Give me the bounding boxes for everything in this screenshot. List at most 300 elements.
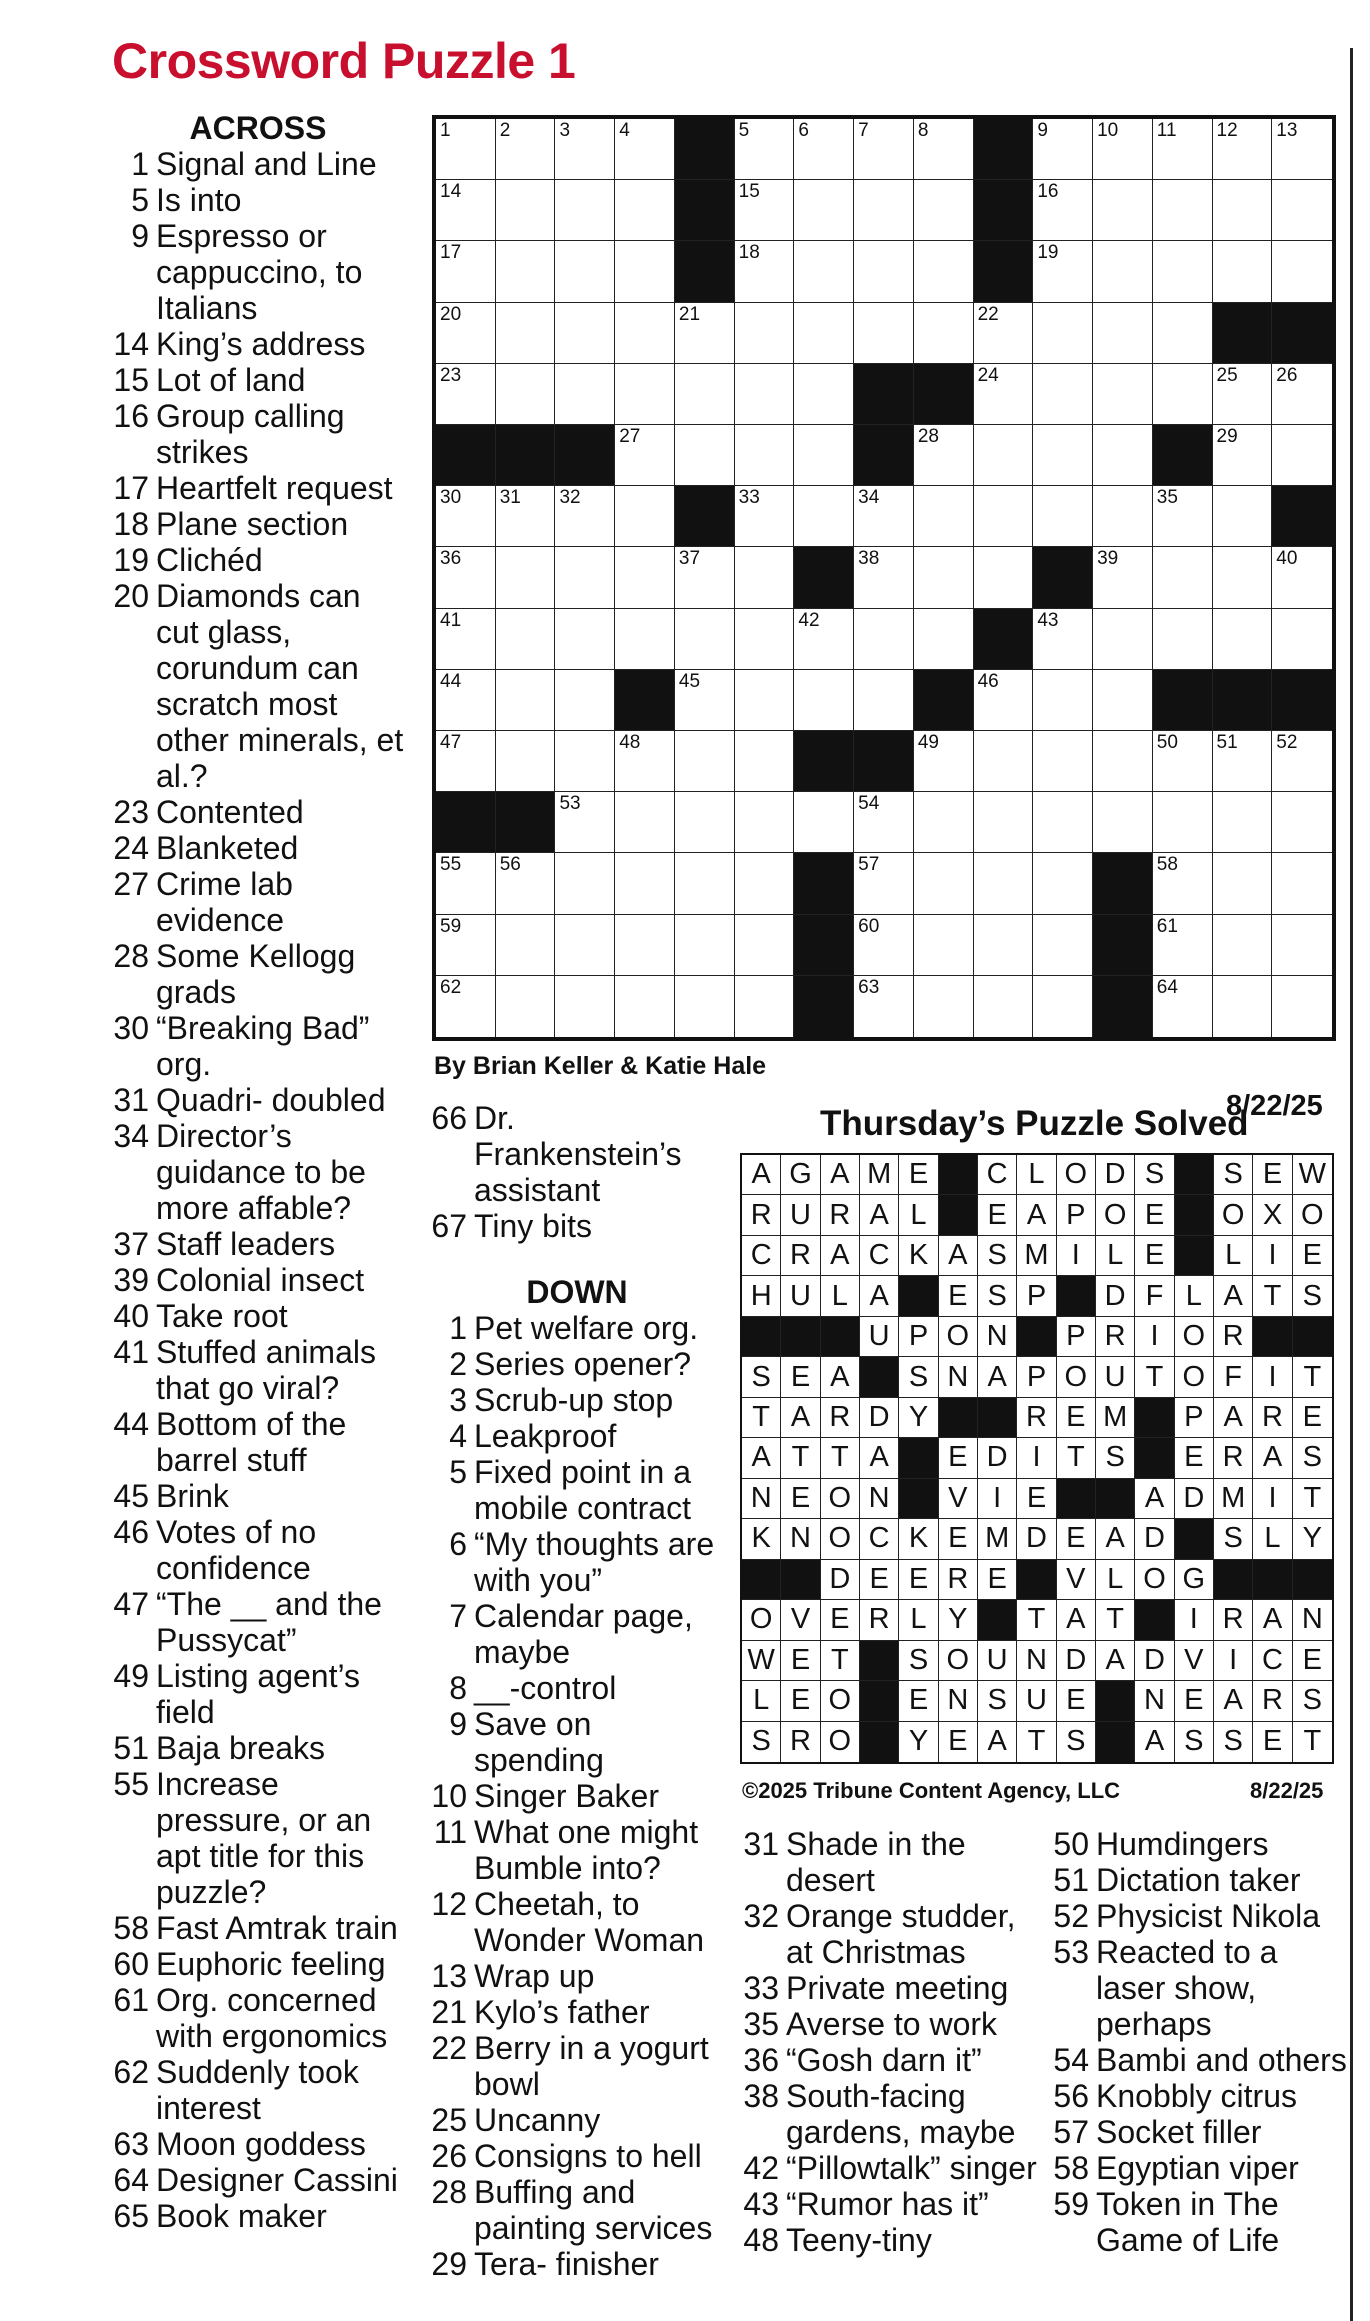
grid-cell[interactable] (854, 915, 914, 976)
grid-cell[interactable] (1033, 853, 1093, 914)
clue-item[interactable] (108, 182, 408, 218)
clue-item[interactable] (426, 1958, 728, 1994)
clue-item[interactable] (108, 1730, 408, 1766)
solution-block (1175, 1155, 1214, 1195)
clue-item[interactable] (108, 506, 408, 542)
clue-item[interactable] (426, 1814, 728, 1886)
grid-cell[interactable] (555, 364, 615, 425)
clue-item[interactable] (426, 2138, 728, 2174)
grid-cell[interactable] (974, 364, 1034, 425)
grid-cell[interactable] (1213, 364, 1273, 425)
grid-cell[interactable] (974, 731, 1034, 792)
grid-cell[interactable] (436, 731, 496, 792)
grid-cell[interactable] (854, 670, 914, 731)
grid-cell[interactable] (1272, 547, 1332, 608)
grid-cell[interactable] (1153, 303, 1213, 364)
grid-cell[interactable] (615, 303, 675, 364)
grid-cell[interactable] (1272, 119, 1332, 180)
clue-item[interactable] (1050, 2114, 1350, 2150)
grid-cell[interactable] (1093, 486, 1153, 547)
clue-item[interactable] (108, 362, 408, 398)
grid-cell[interactable] (496, 915, 556, 976)
clue-item[interactable] (740, 2186, 1040, 2222)
grid-cell[interactable] (1272, 425, 1332, 486)
solution-cell: P (1057, 1195, 1096, 1235)
grid-cell[interactable] (794, 486, 854, 547)
grid-cell[interactable] (974, 853, 1034, 914)
grid-cell[interactable] (735, 609, 795, 670)
grid-cell[interactable] (1213, 119, 1273, 180)
clue-item[interactable] (426, 2102, 728, 2138)
block-cell (675, 241, 735, 302)
clue-number: 37 (113, 1226, 149, 1262)
cell-number: 1 (440, 120, 451, 141)
grid-cell[interactable] (1033, 976, 1093, 1037)
grid-cell[interactable] (914, 853, 974, 914)
clue-item[interactable] (108, 470, 408, 506)
grid-cell[interactable] (974, 547, 1034, 608)
grid-cell[interactable] (675, 731, 735, 792)
solution-cell: O (939, 1317, 978, 1357)
grid-cell[interactable] (1153, 976, 1213, 1037)
grid-cell[interactable] (794, 180, 854, 241)
block-cell (675, 486, 735, 547)
grid-cell[interactable] (1213, 425, 1273, 486)
grid-cell[interactable] (1272, 364, 1332, 425)
grid-cell[interactable] (675, 915, 735, 976)
grid-cell[interactable] (1033, 364, 1093, 425)
grid-cell[interactable] (1153, 731, 1213, 792)
grid-cell[interactable] (1033, 792, 1093, 853)
grid-cell[interactable] (496, 119, 556, 180)
grid-cell[interactable] (854, 486, 914, 547)
grid-cell[interactable] (974, 670, 1034, 731)
grid-cell[interactable] (436, 364, 496, 425)
clue-text: Crime lab evidence (156, 866, 293, 938)
clue-item[interactable] (740, 2078, 1040, 2150)
grid-cell[interactable] (496, 486, 556, 547)
grid-cell[interactable] (914, 241, 974, 302)
grid-cell[interactable] (496, 547, 556, 608)
clue-item[interactable] (108, 1910, 408, 1946)
grid-cell[interactable] (496, 180, 556, 241)
grid-cell[interactable] (1093, 792, 1153, 853)
grid-cell[interactable] (854, 303, 914, 364)
grid-cell[interactable] (555, 241, 615, 302)
grid-cell[interactable] (735, 180, 795, 241)
grid-cell[interactable] (436, 119, 496, 180)
grid-cell[interactable] (914, 425, 974, 486)
clue-item[interactable] (108, 578, 408, 794)
grid-cell[interactable] (555, 792, 615, 853)
clue-item[interactable] (426, 1310, 728, 1346)
grid-cell[interactable] (1033, 425, 1093, 486)
grid-cell[interactable] (1153, 364, 1213, 425)
grid-cell[interactable] (615, 486, 675, 547)
grid-cell[interactable] (974, 425, 1034, 486)
grid-cell[interactable] (914, 486, 974, 547)
clue-item[interactable] (426, 2174, 728, 2246)
cell-number: 37 (678, 548, 701, 570)
grid-cell[interactable] (1093, 303, 1153, 364)
grid-cell[interactable] (735, 670, 795, 731)
grid-cell[interactable] (914, 976, 974, 1037)
clue-item[interactable] (108, 1766, 408, 1910)
grid-cell[interactable] (436, 976, 496, 1037)
grid-cell[interactable] (1093, 609, 1153, 670)
grid-cell[interactable] (1213, 180, 1273, 241)
grid-cell[interactable] (675, 303, 735, 364)
clue-item[interactable] (740, 2150, 1040, 2186)
grid-cell[interactable] (1033, 731, 1093, 792)
grid-cell[interactable] (1033, 119, 1093, 180)
cell-number: 53 (559, 793, 581, 815)
grid-cell[interactable] (1153, 853, 1213, 914)
grid-cell[interactable] (615, 731, 675, 792)
grid-cell[interactable] (555, 180, 615, 241)
grid-cell[interactable] (1213, 486, 1273, 547)
grid-cell[interactable] (496, 976, 556, 1037)
clue-item[interactable] (108, 1946, 408, 1982)
grid-cell[interactable] (496, 241, 556, 302)
clue-item[interactable] (1050, 1898, 1350, 1934)
solution-cell: D (978, 1438, 1017, 1478)
grid-cell[interactable] (914, 303, 974, 364)
grid-cell[interactable] (974, 792, 1034, 853)
grid-cell[interactable] (854, 119, 914, 180)
clue-item[interactable] (426, 1994, 728, 2030)
solution-cell: S (1293, 1276, 1332, 1316)
grid-cell[interactable] (496, 303, 556, 364)
grid-cell[interactable] (735, 853, 795, 914)
grid-cell[interactable] (1033, 915, 1093, 976)
grid-cell[interactable] (854, 241, 914, 302)
grid-cell[interactable] (1153, 180, 1213, 241)
grid-cell[interactable] (1153, 915, 1213, 976)
grid-cell[interactable] (555, 670, 615, 731)
column-divider (1350, 48, 1353, 2321)
solution-cell: N (978, 1317, 1017, 1357)
clue-item[interactable] (108, 1118, 408, 1226)
grid-cell[interactable] (854, 976, 914, 1037)
grid-cell[interactable] (1272, 976, 1332, 1037)
grid-cell[interactable] (1153, 547, 1213, 608)
solution-block (860, 1681, 899, 1721)
grid-cell[interactable] (1213, 731, 1273, 792)
grid-cell[interactable] (914, 180, 974, 241)
grid-cell[interactable] (735, 241, 795, 302)
grid-cell[interactable] (496, 364, 556, 425)
grid-cell[interactable] (1093, 425, 1153, 486)
grid-cell[interactable] (675, 364, 735, 425)
grid-cell[interactable] (675, 425, 735, 486)
grid-cell[interactable] (1213, 241, 1273, 302)
clue-number: 24 (113, 830, 149, 866)
grid-cell[interactable] (794, 119, 854, 180)
clue-item[interactable] (1050, 2078, 1350, 2114)
grid-cell[interactable] (615, 853, 675, 914)
clue-item[interactable] (108, 1262, 408, 1298)
clue-text: Baja breaks (156, 1730, 325, 1766)
cell-number: 64 (1156, 976, 1178, 998)
grid-cell[interactable] (436, 486, 496, 547)
grid-cell[interactable] (555, 976, 615, 1037)
grid-cell[interactable] (1272, 180, 1332, 241)
grid-cell[interactable] (1272, 609, 1332, 670)
grid-cell[interactable] (914, 119, 974, 180)
grid-cell[interactable] (1033, 609, 1093, 670)
grid-cell[interactable] (615, 180, 675, 241)
grid-cell[interactable] (496, 731, 556, 792)
grid-cell[interactable] (615, 241, 675, 302)
solution-cell: D (1057, 1641, 1096, 1681)
grid-cell[interactable] (735, 976, 795, 1037)
solution-cell: A (1135, 1479, 1174, 1519)
block-cell (615, 670, 675, 731)
clue-item[interactable] (426, 1526, 728, 1598)
clue-item[interactable] (108, 1658, 408, 1730)
clue-item[interactable] (108, 2054, 408, 2126)
grid-cell[interactable] (1093, 547, 1153, 608)
clue-item[interactable] (108, 542, 408, 578)
grid-cell[interactable] (1153, 609, 1213, 670)
clue-item[interactable] (426, 2246, 728, 2282)
clue-item[interactable] (1050, 1934, 1350, 2042)
grid-cell[interactable] (735, 731, 795, 792)
grid-cell[interactable] (615, 915, 675, 976)
clue-item[interactable] (426, 1886, 728, 1958)
grid-cell[interactable] (794, 364, 854, 425)
grid-cell[interactable] (735, 119, 795, 180)
grid-cell[interactable] (794, 303, 854, 364)
grid-cell[interactable] (974, 976, 1034, 1037)
grid-cell[interactable] (555, 731, 615, 792)
grid-cell[interactable] (1033, 303, 1093, 364)
grid-cell[interactable] (1093, 241, 1153, 302)
grid-cell[interactable] (615, 792, 675, 853)
grid-cell[interactable] (1213, 853, 1273, 914)
clue-item[interactable] (108, 1334, 408, 1406)
clue-item[interactable] (108, 398, 408, 470)
clue-item[interactable] (426, 1598, 728, 1670)
clue-item[interactable] (740, 1898, 1040, 1970)
solution-cell: V (1057, 1560, 1096, 1600)
clue-item[interactable] (740, 2222, 1040, 2258)
grid-cell[interactable] (1272, 853, 1332, 914)
clue-item[interactable] (426, 2030, 728, 2102)
grid-cell[interactable] (914, 915, 974, 976)
grid-cell[interactable] (555, 915, 615, 976)
grid-cell[interactable] (1153, 486, 1213, 547)
grid-cell[interactable] (1093, 670, 1153, 731)
grid-cell[interactable] (675, 547, 735, 608)
grid-cell[interactable] (854, 609, 914, 670)
clue-item[interactable] (740, 2042, 1040, 2078)
grid-cell[interactable] (436, 180, 496, 241)
clue-item[interactable] (108, 1082, 408, 1118)
clue-item[interactable] (740, 1826, 1040, 1898)
solution-cell: I (1135, 1317, 1174, 1357)
grid-cell[interactable] (914, 731, 974, 792)
clue-item[interactable] (426, 1670, 728, 1706)
grid-cell[interactable] (675, 670, 735, 731)
clue-item[interactable] (108, 2162, 408, 2198)
clue-item[interactable] (426, 1418, 728, 1454)
cell-number: 61 (1156, 915, 1178, 937)
grid-cell[interactable] (1272, 792, 1332, 853)
clue-item[interactable] (108, 1982, 408, 2054)
clue-item[interactable] (108, 1514, 408, 1586)
grid-cell[interactable] (735, 303, 795, 364)
clue-item[interactable] (108, 218, 408, 326)
grid-cell[interactable] (436, 241, 496, 302)
grid-cell[interactable] (436, 853, 496, 914)
clue-number: 6 (449, 1526, 467, 1562)
clue-item[interactable] (108, 830, 408, 866)
grid-cell[interactable] (974, 486, 1034, 547)
clue-item[interactable] (426, 1100, 728, 1208)
clue-item[interactable] (108, 146, 408, 182)
grid-cell[interactable] (496, 670, 556, 731)
grid-cell[interactable] (794, 425, 854, 486)
grid-cell[interactable] (615, 547, 675, 608)
grid-cell[interactable] (1033, 486, 1093, 547)
grid-cell[interactable] (675, 792, 735, 853)
clue-item[interactable] (740, 1970, 1040, 2006)
clue-item[interactable] (108, 2126, 408, 2162)
grid-cell[interactable] (1033, 241, 1093, 302)
grid-cell[interactable] (436, 915, 496, 976)
clue-item[interactable] (108, 938, 408, 1010)
solution-cell: D (1017, 1519, 1056, 1559)
clue-number: 31 (743, 1826, 779, 1862)
grid-cell[interactable] (1213, 547, 1273, 608)
grid-cell[interactable] (555, 119, 615, 180)
grid-cell[interactable] (555, 303, 615, 364)
grid-cell[interactable] (615, 364, 675, 425)
grid-cell[interactable] (735, 425, 795, 486)
grid-cell[interactable] (1213, 609, 1273, 670)
clue-item[interactable] (108, 1226, 408, 1262)
grid-cell[interactable] (974, 303, 1034, 364)
grid-cell[interactable] (914, 609, 974, 670)
clue-number: 11 (433, 1814, 467, 1850)
clue-number: 5 (131, 182, 149, 218)
grid-cell[interactable] (735, 915, 795, 976)
grid-cell[interactable] (1272, 241, 1332, 302)
clue-item[interactable] (108, 326, 408, 362)
grid-cell[interactable] (735, 486, 795, 547)
grid-cell[interactable] (854, 547, 914, 608)
grid-cell[interactable] (1153, 241, 1213, 302)
grid-cell[interactable] (1093, 731, 1153, 792)
clue-number: 54 (1053, 2042, 1089, 2078)
grid-cell[interactable] (974, 915, 1034, 976)
grid-cell[interactable] (675, 853, 735, 914)
grid-cell[interactable] (615, 609, 675, 670)
crossword-grid[interactable] (432, 115, 1336, 1041)
clue-item[interactable] (108, 1586, 408, 1658)
grid-cell[interactable] (1093, 364, 1153, 425)
grid-cell[interactable] (615, 119, 675, 180)
clue-item[interactable] (108, 866, 408, 938)
grid-cell[interactable] (1033, 670, 1093, 731)
clue-text: Knobbly citrus (1096, 2078, 1297, 2114)
grid-cell[interactable] (436, 609, 496, 670)
grid-cell[interactable] (794, 792, 854, 853)
grid-cell[interactable] (1153, 792, 1213, 853)
clue-item[interactable] (108, 794, 408, 830)
clue-item[interactable] (426, 1454, 728, 1526)
grid-cell[interactable] (555, 486, 615, 547)
clue-item[interactable] (108, 2198, 408, 2234)
grid-cell[interactable] (555, 547, 615, 608)
grid-cell[interactable] (675, 609, 735, 670)
grid-cell[interactable] (1093, 119, 1153, 180)
cell-number: 56 (499, 854, 521, 876)
clue-item[interactable] (426, 1346, 728, 1382)
grid-cell[interactable] (555, 853, 615, 914)
grid-cell[interactable] (794, 241, 854, 302)
clue-item[interactable] (108, 1406, 408, 1478)
grid-cell[interactable] (1272, 915, 1332, 976)
clue-item[interactable] (426, 1382, 728, 1418)
clue-item[interactable] (1050, 1826, 1350, 1862)
clue-item[interactable] (1050, 2150, 1350, 2186)
grid-cell[interactable] (794, 609, 854, 670)
grid-cell[interactable] (914, 792, 974, 853)
grid-cell[interactable] (436, 670, 496, 731)
clue-item[interactable] (1050, 2042, 1350, 2078)
grid-cell[interactable] (735, 364, 795, 425)
clue-item[interactable] (426, 1706, 728, 1778)
cell-number: 62 (440, 976, 462, 998)
grid-cell[interactable] (1213, 976, 1273, 1037)
clue-item[interactable] (108, 1010, 408, 1082)
clue-item[interactable] (426, 1778, 728, 1814)
grid-cell[interactable] (496, 853, 556, 914)
grid-cell[interactable] (914, 547, 974, 608)
grid-cell[interactable] (555, 609, 615, 670)
grid-cell[interactable] (1093, 180, 1153, 241)
grid-cell[interactable] (1213, 792, 1273, 853)
grid-cell[interactable] (436, 547, 496, 608)
clue-item[interactable] (108, 1478, 408, 1514)
grid-cell[interactable] (1272, 731, 1332, 792)
grid-cell[interactable] (854, 792, 914, 853)
clue-item[interactable] (426, 1208, 728, 1244)
grid-cell[interactable] (496, 609, 556, 670)
grid-cell[interactable] (675, 976, 735, 1037)
solution-cell: I (1017, 1438, 1056, 1478)
grid-cell[interactable] (735, 547, 795, 608)
grid-cell[interactable] (615, 425, 675, 486)
grid-cell[interactable] (615, 976, 675, 1037)
clue-item[interactable] (108, 1298, 408, 1334)
grid-cell[interactable] (794, 670, 854, 731)
grid-cell[interactable] (1033, 180, 1093, 241)
grid-cell[interactable] (854, 853, 914, 914)
grid-cell[interactable] (436, 303, 496, 364)
grid-cell[interactable] (854, 180, 914, 241)
grid-cell[interactable] (735, 792, 795, 853)
clue-item[interactable] (1050, 1862, 1350, 1898)
grid-cell[interactable] (1153, 119, 1213, 180)
clue-item[interactable] (740, 2006, 1040, 2042)
clue-text: Bottom of the barrel stuff (156, 1406, 347, 1478)
clue-item[interactable] (1050, 2186, 1350, 2258)
grid-cell[interactable] (1213, 915, 1273, 976)
